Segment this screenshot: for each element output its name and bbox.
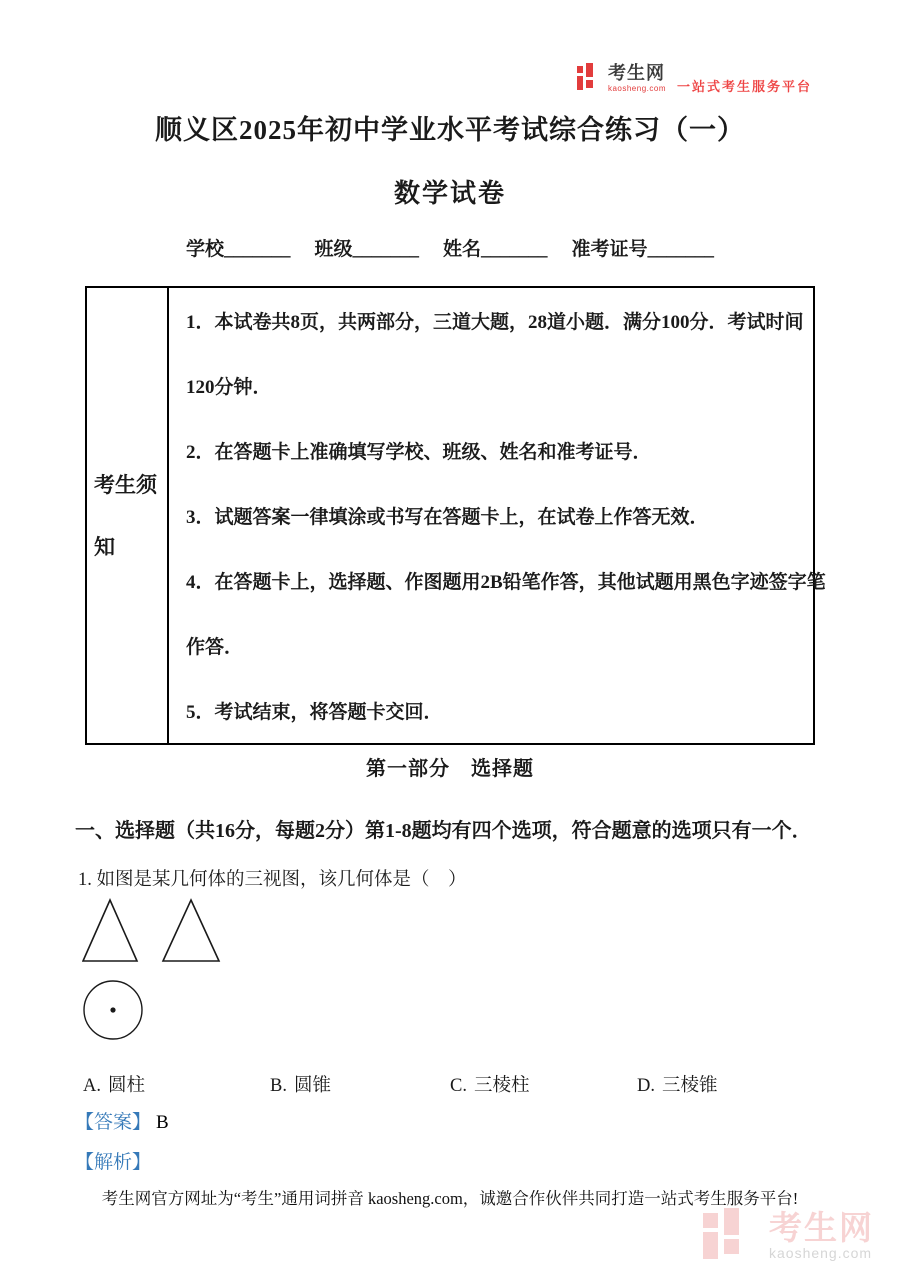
option-d <box>637 1075 718 1097</box>
field-school-label: 学校 <box>185 239 224 260</box>
option-c <box>450 1075 637 1097</box>
option-a-text: 圆柱 <box>108 1076 146 1096</box>
field-admission-number-blank: _______ <box>647 239 715 260</box>
side-view-triangle <box>163 900 219 961</box>
field-name <box>443 238 548 262</box>
option-b-label: B. <box>270 1076 287 1096</box>
option-d-label: D. <box>637 1076 655 1096</box>
logo-brand-domain: kaosheng.com <box>607 84 666 93</box>
kaosheng-logo <box>577 63 812 95</box>
logo-brand-name: 考生网 <box>607 63 665 83</box>
notice-line: 4．在答题卡上，选择题、作图题用2B铅笔作答，其他试题用黑色字迹签字笔 <box>186 572 826 593</box>
part-one-heading: 第一部分 选择题 <box>366 758 534 780</box>
analysis-tag: 【解析】 <box>75 1152 152 1173</box>
analysis-line <box>75 1151 900 1174</box>
notice-side-line-2: 知 <box>94 534 115 559</box>
option-b <box>270 1075 450 1097</box>
top-view-center-dot <box>110 1007 115 1012</box>
field-class-blank: _______ <box>352 239 419 260</box>
kaosheng-logo-icon <box>577 63 601 93</box>
question-1-three-views-figure <box>82 898 900 1044</box>
field-school <box>186 238 291 262</box>
field-admission-number <box>572 238 715 262</box>
option-a <box>83 1075 270 1097</box>
option-a-label: A. <box>83 1076 101 1096</box>
answer-value: B <box>156 1112 169 1133</box>
question-1-text: 1. 如图是某几何体的三视图，该几何体是（ ） <box>78 870 467 890</box>
field-school-blank: _______ <box>223 239 291 260</box>
question-1-options <box>83 1075 900 1097</box>
watermark-text-block <box>769 1212 874 1261</box>
option-d-text: 三棱锥 <box>662 1076 718 1096</box>
notice-line: 1．本试卷共8页，共两部分，三道大题，28道小题．满分100分．考试时间 <box>186 312 804 333</box>
field-admission-number-label: 准考证号 <box>571 239 648 260</box>
exam-subtitle: 数学试卷 <box>393 179 506 208</box>
field-class <box>314 238 419 262</box>
exam-title: 顺义区2025年初中学业水平考试综合练习（一） <box>155 115 745 145</box>
option-c-text: 三棱柱 <box>473 1076 530 1096</box>
notice-line: 作答． <box>186 637 244 658</box>
notice-line: 5．考试结束，将答题卡交回． <box>186 702 443 723</box>
logo-slogan: 一站式考生服务平台 <box>676 79 812 94</box>
footer-promo-text: 考生网官方网址为“考生”通用词拼音 kaosheng.com，诚邀合作伙伴共同打造一站式考生服务平台! <box>101 1189 799 1208</box>
student-info-row <box>0 238 900 262</box>
logo-text-block <box>608 63 666 93</box>
answer-tag: 【答案】 <box>75 1112 152 1133</box>
option-b-text: 圆锥 <box>293 1076 331 1096</box>
examinee-notice-table <box>85 286 826 745</box>
kaosheng-watermark <box>703 1208 874 1264</box>
notice-line: 2．在答题卡上准确填写学校、班级、姓名和准考证号． <box>186 442 652 463</box>
notice-line: 120分钟． <box>186 377 272 398</box>
field-name-blank: _______ <box>481 239 548 260</box>
multiple-choice-section-heading: 一、选择题（共16分，每题2分）第1-8题均有四个选项，符合题意的选项只有一个． <box>75 820 812 842</box>
watermark-brand-domain: kaosheng.com <box>769 1244 873 1261</box>
field-class-label: 班级 <box>314 239 353 260</box>
notice-line: 3．试题答案一律填涂或书写在答题卡上，在试卷上作答无效． <box>186 507 709 528</box>
notice-side-header <box>87 288 169 743</box>
option-c-label: C. <box>450 1076 467 1096</box>
field-name-label: 姓名 <box>443 239 482 260</box>
notice-body <box>169 288 832 743</box>
front-view-triangle <box>83 900 137 961</box>
kaosheng-watermark-icon <box>703 1208 759 1264</box>
watermark-brand-name: 考生网 <box>769 1210 874 1247</box>
notice-side-line-1: 考生须 <box>94 472 157 497</box>
answer-line <box>75 1111 900 1134</box>
